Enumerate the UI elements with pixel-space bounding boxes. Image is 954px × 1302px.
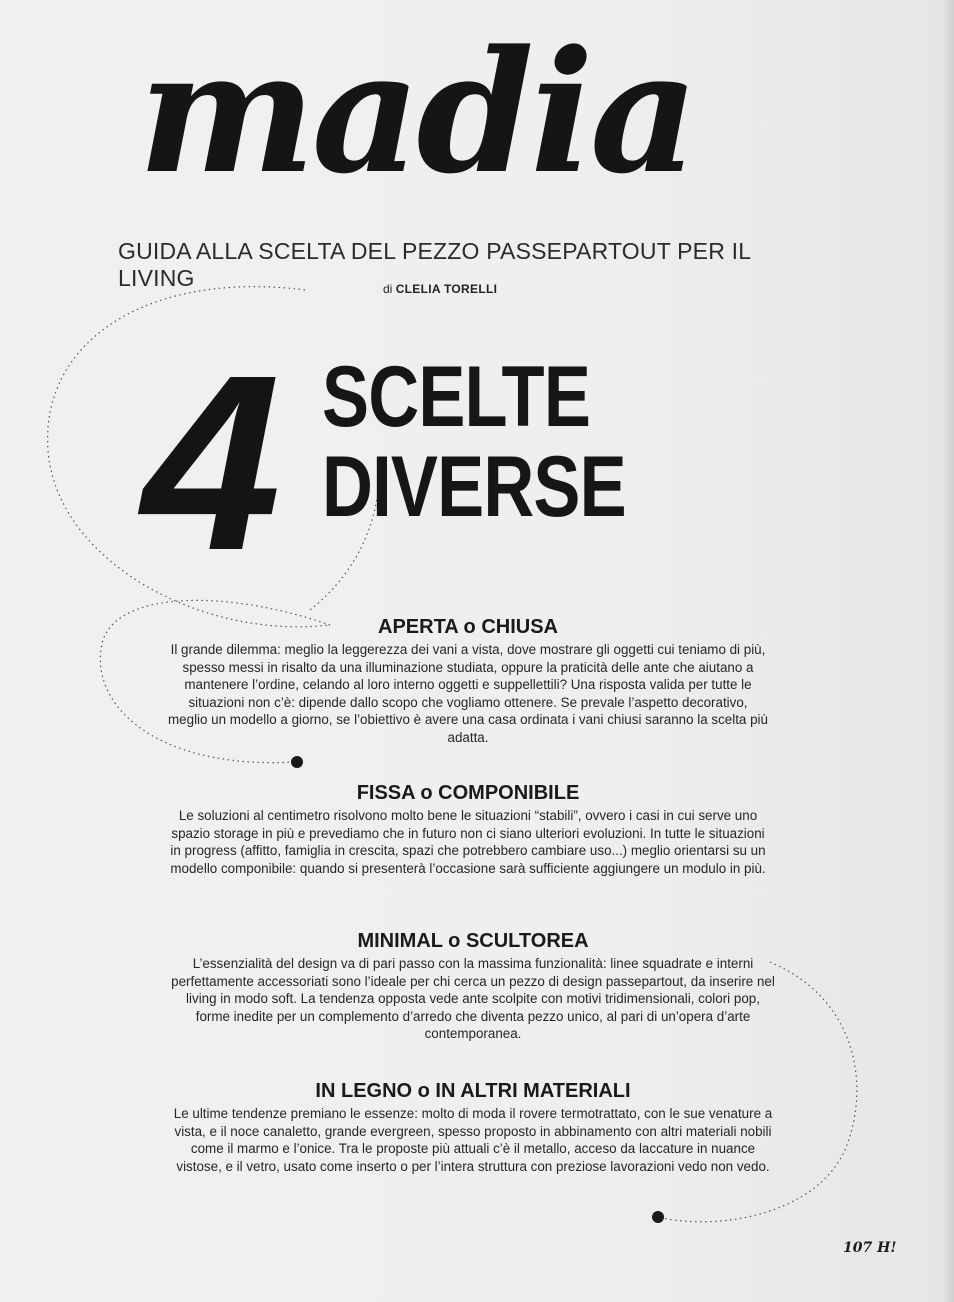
- byline-author: CLELIA TORELLI: [395, 282, 498, 296]
- section-body: Le ultime tendenze premiano le essenze: molto di moda il rovere termotrattato, con le sue venature a vista, e il noce canaletto, grande evergreen, spesso proposto in abbinamento con altri materiali nobili come il marmo e l’onice. Tra le proposte più attuali c’è il metallo, acceso da laccature in nuance vistose, e il vetro, usato come inserto o per l’intera struttura con preziose lavorazioni vedo non vedo.: [173, 1106, 773, 1174]
- magazine-logo: H!: [877, 1240, 897, 1256]
- section-title: APERTA o CHIUSA: [378, 616, 558, 638]
- byline-prefix: di: [383, 282, 393, 296]
- headline-line-1: SCELTE: [322, 349, 591, 445]
- section-body: Il grande dilemma: meglio la leggerezza dei vani a vista, dove mostrare gli oggetti cui teniamo di più, spesso messi in risalto da una illuminazione studiata, oppure la praticità delle ante che aiutano a mantenere l’ordine, celando al loro interno oggetti e suppellettili? Una risposta valida per tutte le situazioni non c’è: dipende dallo scopo che vogliamo ottenere. Se prevale l’aspetto decorativo, meglio un modello a giorno, se l’obiettivo è avere una casa ordinata i vani chiusi saranno la scelta più adatta.: [168, 642, 768, 745]
- byline: [383, 282, 497, 296]
- page-number: 107: [843, 1240, 873, 1256]
- headline-number: 4: [142, 323, 282, 602]
- section-body: Le soluzioni al centimetro risolvono molto bene le situazioni “stabili”, ovvero i casi in cui serve uno spazio storage in più e prevediamo che in futuro non ci siano ulteriori evoluzioni. In tutte le situazioni in progress (affitto, famiglia in crescita, spazi che potrebbero cambiare uso...) meglio orientarsi su un modello componibile: quando si presenterà l’occasione sarà sufficiente aggiungere un modulo in più.: [170, 808, 766, 876]
- section-fissa-componibile: [168, 782, 768, 877]
- headline-line-2: DIVERSE: [322, 439, 626, 535]
- section-minimal-scultorea: [168, 930, 778, 1043]
- masthead-title: madia: [138, 13, 695, 211]
- page-folio: [843, 1240, 896, 1256]
- headline: [322, 349, 626, 535]
- page-edge-shadow: [944, 0, 954, 1302]
- section-title: MINIMAL o SCULTOREA: [357, 930, 589, 952]
- article-subtitle: GUIDA ALLA SCELTA DEL PEZZO PASSEPARTOUT PER IL LIVING: [118, 238, 751, 291]
- section-legno-materiali: [168, 1080, 778, 1175]
- section-body: L’essenzialità del design va di pari passo con la massima funzionalità: linee squadrate e interni perfettamente accessoriati sono l’ideale per chi cerca un pezzo di design passepartout, da inserire nel living in modo soft. La tendenza opposta vede ante scolpite con motivi tridimensionali, colori pop, forme inedite per un complemento d’arredo che diventa pezzo unico, al pari di un’opera d’arte contemporanea.: [171, 956, 775, 1042]
- section-title: FISSA o COMPONIBILE: [356, 782, 580, 804]
- masthead: [138, 13, 828, 238]
- section-title: IN LEGNO o IN ALTRI MATERIALI: [315, 1080, 631, 1102]
- section-aperta-chiusa: [168, 616, 768, 747]
